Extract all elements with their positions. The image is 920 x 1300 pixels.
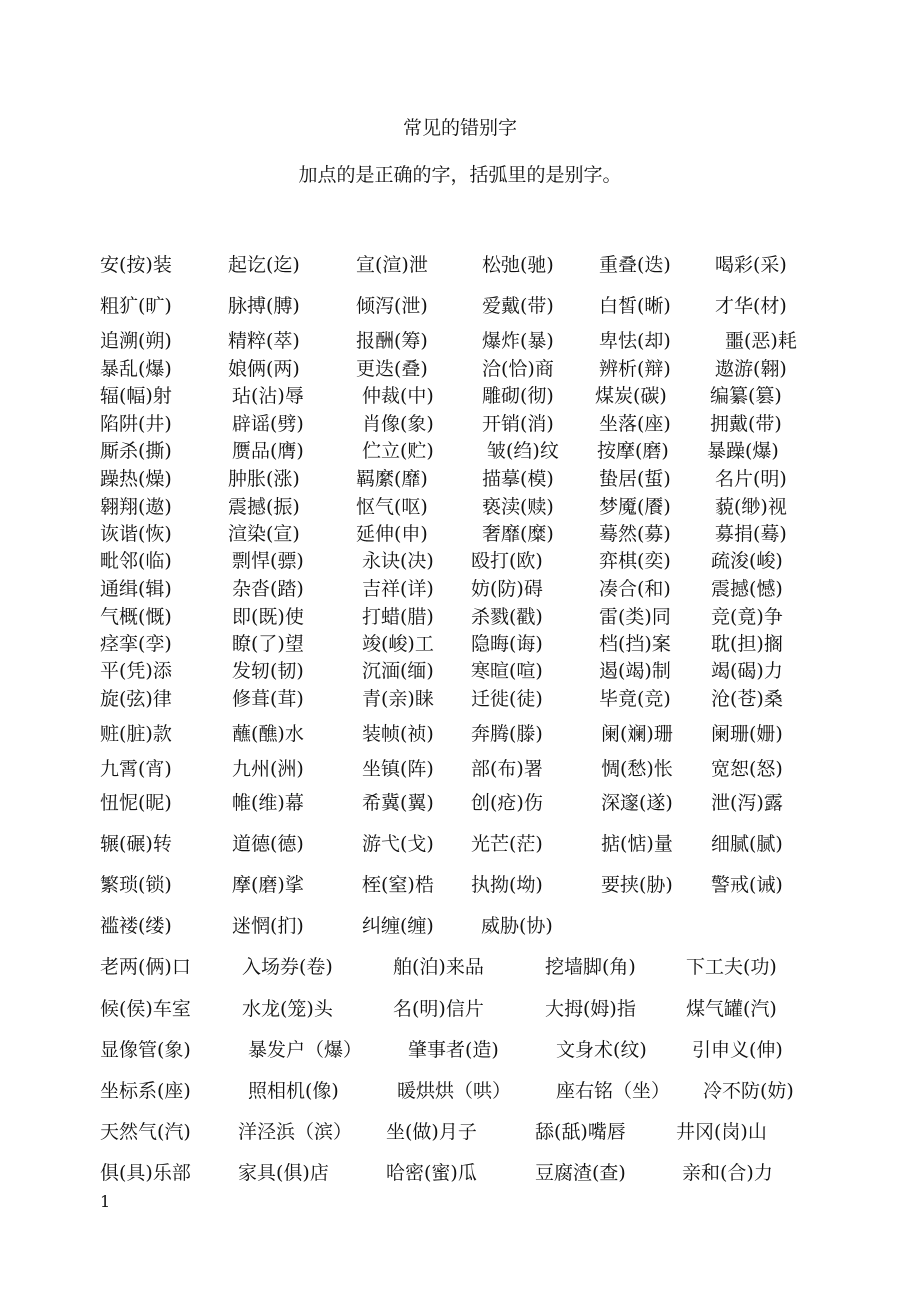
table-row (0, 292, 920, 320)
word-entry: 修葺(茸) (232, 688, 304, 710)
word-entry: 肖像(象) (362, 413, 434, 435)
word-entry: 发轫(韧) (232, 660, 304, 682)
word-entry: 暴乱(爆) (100, 358, 172, 380)
word-entry: 下工夫(功) (686, 956, 777, 978)
word-entry: 天然气(汽) (100, 1121, 191, 1143)
word-entry: 蘸(醮)水 (232, 723, 304, 745)
word-entry: 要挟(胁) (601, 874, 673, 896)
table-row (0, 437, 920, 465)
table-row (0, 493, 920, 521)
word-entry: 羁縻(靡) (356, 468, 428, 490)
word-entry: 名片(明) (715, 468, 787, 490)
word-entry: 开销(消) (482, 413, 554, 435)
page-number: 1 (100, 1192, 111, 1211)
word-entry: 渲染(宣) (228, 523, 300, 545)
word-entry: 照相机(像) (248, 1080, 339, 1102)
word-entry: 惆(愁)怅 (601, 758, 673, 780)
word-entry: 娘俩(两) (228, 358, 300, 380)
table-row (0, 465, 920, 493)
word-entry: 打蜡(腊) (362, 606, 434, 628)
word-entry: 平(凭)添 (100, 660, 172, 682)
word-entry: 豆腐渣(查) (535, 1162, 626, 1184)
word-entry: 辨析(辩) (599, 358, 671, 380)
word-entry: 名(明)信片 (393, 998, 484, 1020)
word-entry: 蓦然(募) (599, 523, 671, 545)
word-entry: 桎(窒)梏 (362, 874, 434, 896)
word-entry: 创(疮)伤 (471, 792, 543, 814)
table-row (0, 520, 920, 548)
table-row (0, 410, 920, 438)
word-entry: 重叠(迭) (599, 254, 671, 276)
word-entry: 弈棋(奕) (599, 550, 671, 572)
word-entry: 座右铭（坐） (556, 1080, 671, 1102)
word-entry: 隐晦(诲) (471, 633, 543, 655)
table-row (0, 720, 920, 748)
word-entry: 痉挛(孪) (100, 633, 172, 655)
word-entry: 辗(碾)转 (100, 833, 172, 855)
word-entry: 肇事者(造) (408, 1039, 499, 1061)
word-entry: 通缉(辑) (100, 578, 172, 600)
table-row (0, 327, 920, 355)
word-entry: 纠缠(缠) (362, 915, 434, 937)
word-entry: 赃(脏)款 (100, 723, 172, 745)
word-entry: 伫立(贮) (362, 440, 434, 462)
word-entry: 暖烘烘（哄） (397, 1080, 512, 1102)
word-entry: 遨游(翱) (715, 358, 787, 380)
word-entry: 竣(峻)工 (362, 633, 434, 655)
word-entry: 凑合(和) (599, 578, 671, 600)
word-entry: 阑(斓)珊 (601, 723, 673, 745)
word-entry: 挖墙脚(角) (545, 956, 636, 978)
word-entry: 妨(防)碍 (471, 578, 543, 600)
table-row (0, 575, 920, 603)
word-entry: 倾泻(泄) (356, 295, 428, 317)
word-entry: 雷(类)同 (599, 606, 671, 628)
word-entry: 哈密(蜜)瓜 (386, 1162, 477, 1184)
word-entry: 入场券(卷) (242, 956, 333, 978)
table-row (0, 995, 920, 1023)
word-entry: 松弛(驰) (482, 254, 554, 276)
word-entry: 永诀(决) (362, 550, 434, 572)
word-entry: 竞(竟)争 (711, 606, 783, 628)
word-entry: 大拇(姆)指 (545, 998, 636, 1020)
word-entry: 洋泾浜（滨） (238, 1121, 353, 1143)
word-entry: 水龙(笼)头 (242, 998, 333, 1020)
table-row (0, 1159, 920, 1187)
word-entry: 雕砌(彻) (482, 385, 554, 407)
word-entry: 耽(担)搁 (711, 633, 783, 655)
word-entry: 煤炭(碳) (595, 385, 667, 407)
table-row (0, 953, 920, 981)
table-row (0, 1036, 920, 1064)
word-entry: 井冈(岗)山 (676, 1121, 767, 1143)
word-entry: 躁热(燥) (100, 468, 172, 490)
word-entry: 竭(碣)力 (711, 660, 783, 682)
word-entry: 沧(苍)桑 (711, 688, 783, 710)
word-entry: 爆炸(暴) (482, 330, 554, 352)
word-entry: 震撼(憾) (711, 578, 783, 600)
word-entry: 部(布)署 (471, 758, 543, 780)
word-entry: 舔(舐)嘴唇 (535, 1121, 626, 1143)
word-entry: 追溯(朔) (100, 330, 172, 352)
word-entry: 洽(恰)商 (482, 358, 554, 380)
word-entry: 威胁(协) (481, 915, 553, 937)
word-entry: 藐(缈)视 (715, 496, 787, 518)
table-row (0, 1118, 920, 1146)
word-entry: 仲裁(中) (362, 385, 434, 407)
word-entry: 杀戮(戳) (471, 606, 543, 628)
table-row (0, 603, 920, 631)
table-row (0, 547, 920, 575)
word-entry: 希冀(翼) (362, 792, 434, 814)
table-row (0, 912, 920, 940)
word-entry: 辟谣(劈) (232, 413, 304, 435)
table-row (0, 755, 920, 783)
word-entry: 陷阱(井) (100, 413, 172, 435)
word-entry: 脉搏(膊) (228, 295, 300, 317)
word-entry: 描摹(模) (482, 468, 554, 490)
word-entry: 延伸(申) (356, 523, 428, 545)
word-entry: 警戒(诫) (711, 874, 783, 896)
word-entry: 迁徙(徒) (471, 688, 543, 710)
word-entry: 青(亲)睐 (362, 688, 434, 710)
word-entry: 装帧(祯) (362, 723, 434, 745)
word-entry: 怄气(呕) (356, 496, 428, 518)
word-entry: 瞭(了)望 (232, 633, 304, 655)
word-entry: 深邃(遂) (601, 792, 673, 814)
word-entry: 道德(德) (232, 833, 304, 855)
word-entry: 拥戴(带) (710, 413, 782, 435)
word-entry: 厮杀(撕) (100, 440, 172, 462)
word-entry: 更迭(叠) (356, 358, 428, 380)
word-entry: 喝彩(采) (715, 254, 787, 276)
word-entry: 遏(竭)制 (599, 660, 671, 682)
word-entry: 亲和(合)力 (682, 1162, 773, 1184)
word-entry: 迷惘(扪) (232, 915, 304, 937)
word-entry: 引申义(伸) (692, 1039, 783, 1061)
word-entry: 翱翔(遨) (100, 496, 172, 518)
page-title: 常见的错别字 (402, 117, 517, 139)
word-entry: 吉祥(详) (362, 578, 434, 600)
word-entry: 募捐(蓦) (715, 523, 787, 545)
word-entry: 繁琐(锁) (100, 874, 172, 896)
table-row (0, 630, 920, 658)
word-entry: 按摩(磨) (597, 440, 669, 462)
page-subtitle: 加点的是正确的字，括弧里的是别字。 (298, 164, 622, 186)
word-entry: 煤气罐(汽) (686, 998, 777, 1020)
word-entry: 阑珊(姗) (711, 723, 783, 745)
word-entry: 舶(泊)来品 (393, 956, 484, 978)
word-entry: 疏浚(峻) (711, 550, 783, 572)
word-entry: 剽悍(骠) (232, 550, 304, 572)
word-entry: 光芒(茫) (471, 833, 543, 855)
word-entry: 掂(惦)量 (601, 833, 673, 855)
word-entry: 细腻(腻) (711, 833, 783, 855)
table-row (0, 830, 920, 858)
word-entry: 诙谐(恢) (100, 523, 172, 545)
word-entry: 即(既)使 (232, 606, 304, 628)
word-entry: 爱戴(带) (482, 295, 554, 317)
word-entry: 九州(洲) (232, 758, 304, 780)
word-entry: 蛰居(蜇) (599, 468, 671, 490)
word-entry: 家具(俱)店 (238, 1162, 329, 1184)
word-entry: 坐镇(阵) (362, 758, 434, 780)
word-entry: 执拗(坳) (471, 874, 543, 896)
word-entry: 粗犷(旷) (100, 295, 172, 317)
word-entry: 毕竟(竞) (599, 688, 671, 710)
word-entry: 噩(恶)耗 (725, 330, 797, 352)
word-entry: 坐标系(座) (100, 1080, 191, 1102)
table-row (0, 871, 920, 899)
table-row (0, 1077, 920, 1105)
word-entry: 皱(绉)纹 (487, 440, 559, 462)
word-entry: 老两(俩)口 (100, 956, 191, 978)
word-entry: 旋(弦)律 (100, 688, 172, 710)
word-entry: 坐(做)月子 (386, 1121, 477, 1143)
word-entry: 俱(具)乐部 (100, 1162, 191, 1184)
word-entry: 显像管(象) (100, 1039, 191, 1061)
word-entry: 九霄(宵) (100, 758, 172, 780)
word-entry: 精粹(萃) (228, 330, 300, 352)
word-entry: 起讫(迄) (228, 254, 300, 276)
word-entry: 帷(维)幕 (232, 792, 304, 814)
word-entry: 梦魇(餍) (599, 496, 671, 518)
word-entry: 宣(渲)泄 (356, 254, 428, 276)
word-entry: 冷不防(妨) (703, 1080, 794, 1102)
word-entry: 亵渎(赎) (482, 496, 554, 518)
table-row (0, 657, 920, 685)
word-entry: 气概(慨) (100, 606, 172, 628)
word-entry: 沉湎(缅) (362, 660, 434, 682)
word-entry: 玷(沾)辱 (232, 385, 304, 407)
word-entry: 暴发户（爆） (248, 1039, 363, 1061)
word-entry: 档(挡)案 (599, 633, 671, 655)
table-row (0, 685, 920, 713)
word-entry: 奔腾(滕) (471, 723, 543, 745)
word-entry: 杂沓(踏) (232, 578, 304, 600)
table-row (0, 789, 920, 817)
word-entry: 毗邻(临) (100, 550, 172, 572)
word-entry: 候(侯)车室 (100, 998, 191, 1020)
word-entry: 奢靡(糜) (482, 523, 554, 545)
word-entry: 震撼(振) (228, 496, 300, 518)
word-entry: 坐落(座) (599, 413, 671, 435)
word-entry: 赝品(膺) (232, 440, 304, 462)
word-entry: 白皙(晰) (599, 295, 671, 317)
word-entry: 编纂(篡) (710, 385, 782, 407)
word-entry: 辐(幅)射 (100, 385, 172, 407)
word-entry: 摩(磨)挲 (232, 874, 304, 896)
word-entry: 肿胀(涨) (228, 468, 300, 490)
word-entry: 泄(泻)露 (711, 792, 783, 814)
word-entry: 忸怩(昵) (100, 792, 172, 814)
word-entry: 才华(材) (715, 295, 787, 317)
word-entry: 寒暄(喧) (471, 660, 543, 682)
word-entry: 宽恕(怒) (711, 758, 783, 780)
word-entry: 文身术(纹) (556, 1039, 647, 1061)
word-entry: 游弋(戈) (362, 833, 434, 855)
word-entry: 卑怯(却) (599, 330, 671, 352)
word-entry: 安(按)装 (100, 254, 172, 276)
word-entry: 褴褛(缕) (100, 915, 172, 937)
table-row (0, 382, 920, 410)
table-row (0, 251, 920, 279)
word-entry: 报酬(筹) (356, 330, 428, 352)
word-entry: 暴躁(爆) (707, 440, 779, 462)
table-row (0, 355, 920, 383)
word-entry: 殴打(欧) (471, 550, 543, 572)
